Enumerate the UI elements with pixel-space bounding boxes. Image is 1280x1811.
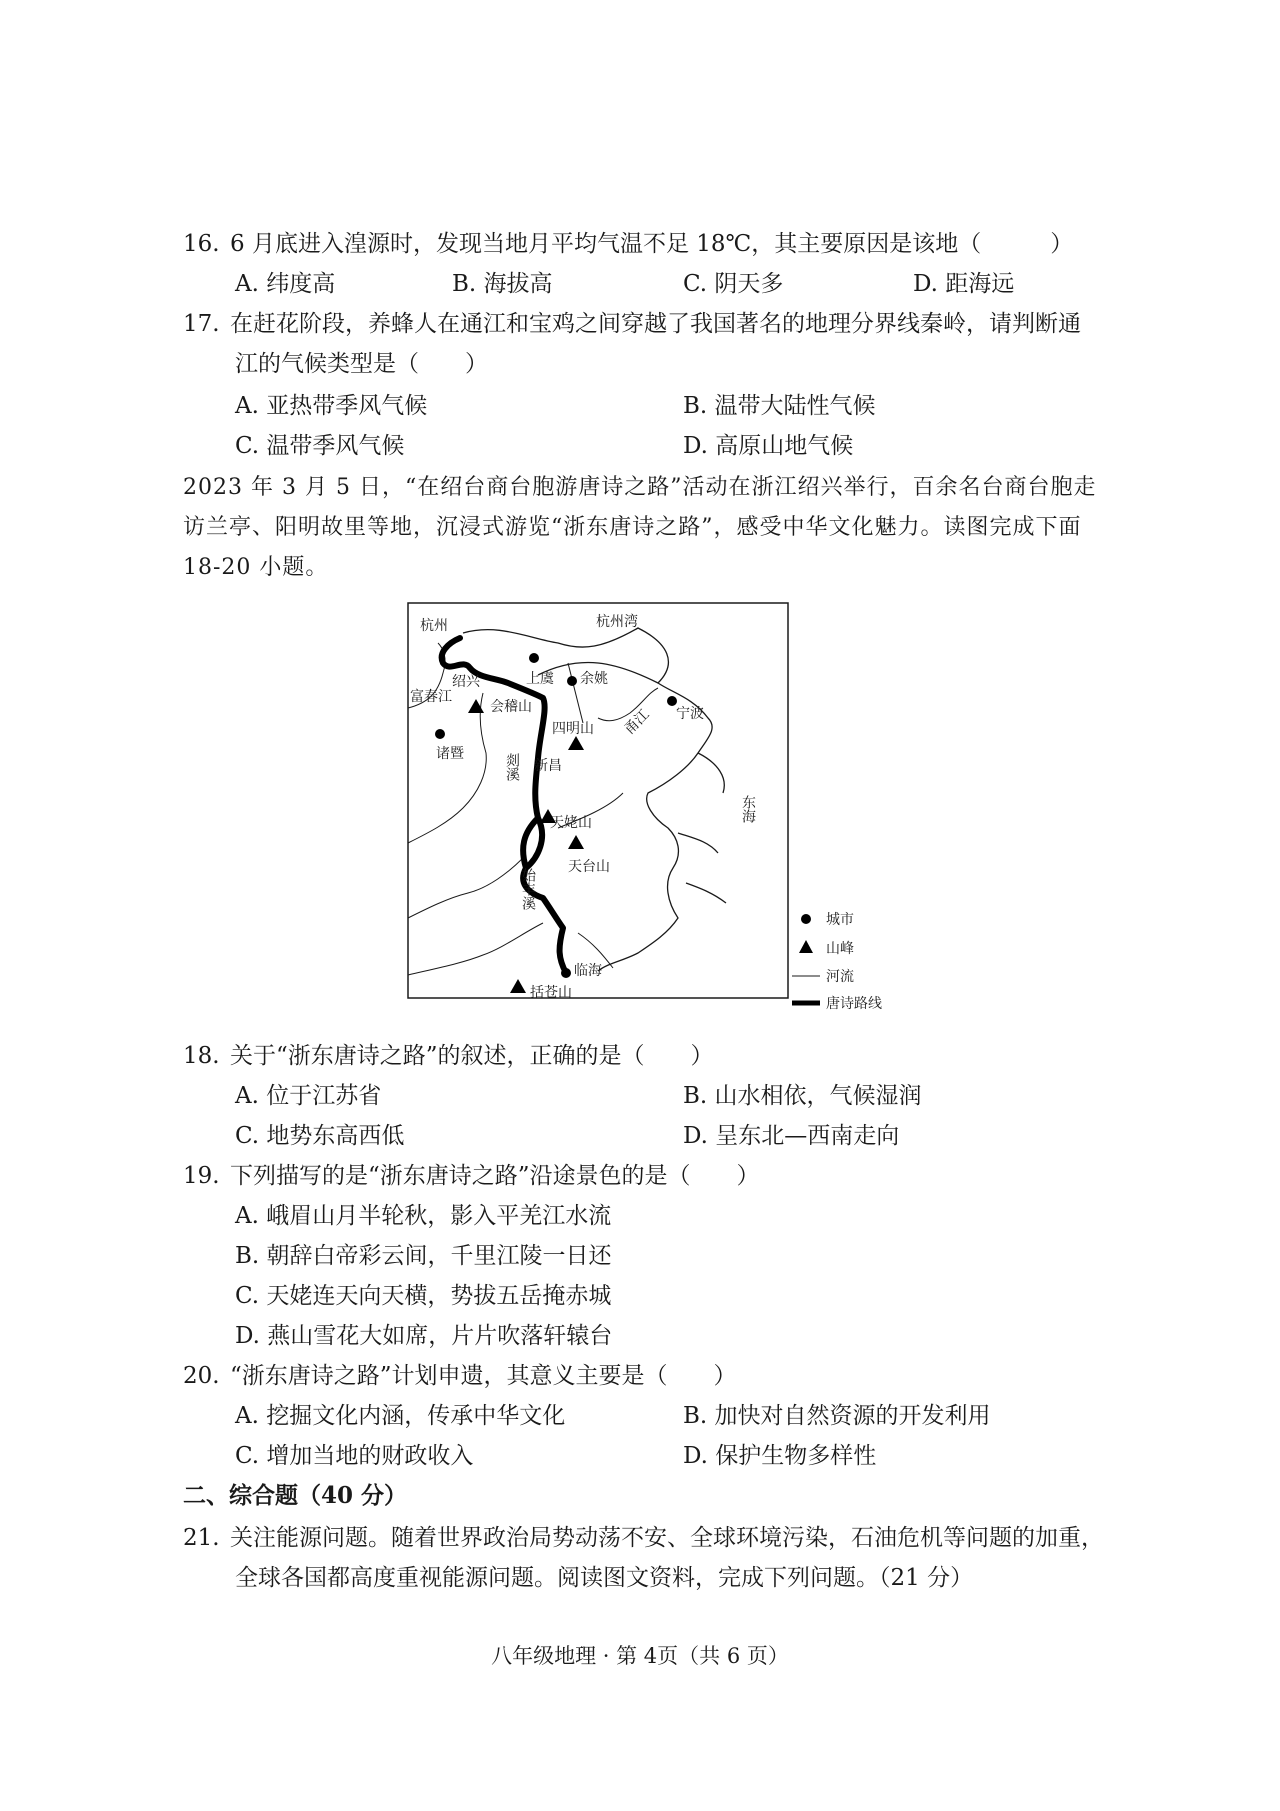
q20-option-d: D. 保护生物多样性 <box>683 1443 877 1469</box>
q18-stem: 关于“浙东唐诗之路”的叙述，正确的是（ ） <box>230 1043 714 1069</box>
city-marker-zhuji <box>435 729 445 739</box>
label-shifengxi: 始丰溪 <box>520 868 536 910</box>
label-tianmushan: 天姥山 <box>550 815 592 831</box>
label-donghai: 东海 <box>740 795 756 823</box>
label-linhai: 临海 <box>574 963 602 979</box>
label-ningbo: 宁波 <box>676 706 704 722</box>
q21-stem-line1: 关注能源问题。随着世界政治局势动荡不安、全球环境污染，石油危机等问题的加重， <box>230 1525 1104 1551</box>
label-zhuji: 诸暨 <box>436 746 464 762</box>
zhejiang-route-map <box>408 603 882 1012</box>
legend-city-icon <box>801 914 811 924</box>
q16-stem: 6 月底进入湟源时，发现当地月平均气温不足 18℃，其主要原因是该地（ ） <box>230 231 1074 257</box>
q17-stem-line1: 在赶花阶段，养蜂人在通江和宝鸡之间穿越了我国著名的地理分界线秦岭，请判断通 <box>230 311 1081 337</box>
q17-option-c: C. 温带季风气候 <box>235 433 405 459</box>
city-marker-shangyu <box>529 653 539 663</box>
legend-peak-icon <box>799 940 813 953</box>
city-marker-yuyao <box>567 676 577 686</box>
q21-stem-line2: 全球各国都高度重视能源问题。阅读图文资料，完成下列问题。（21 分） <box>235 1565 974 1591</box>
legend-city: 城市 <box>826 912 854 928</box>
label-hangzhou: 杭州 <box>420 618 448 634</box>
label-fuchunjiang: 富春江 <box>410 689 452 705</box>
q20-option-a: A. 挖掘文化内涵，传承中华文化 <box>235 1403 566 1429</box>
q18-option-d: D. 呈东北—西南走向 <box>683 1123 900 1149</box>
q17-option-b: B. 温带大陆性气候 <box>683 393 876 419</box>
label-hangzhouwan: 杭州湾 <box>596 614 638 630</box>
legend-route: 唐诗路线 <box>826 996 882 1012</box>
q20-option-c: C. 增加当地的财政收入 <box>235 1443 474 1469</box>
section-heading: 二、综合题（40 分） <box>183 1482 408 1509</box>
q16-option-b: B. 海拔高 <box>452 271 553 297</box>
q16-option-a: A. 纬度高 <box>235 271 336 297</box>
q20-option-b: B. 加快对自然资源的开发利用 <box>683 1403 991 1429</box>
legend-peak: 山峰 <box>826 941 854 957</box>
q21-number: 21. <box>183 1525 220 1551</box>
page-footer: 八年级地理 · 第 4页（共 6 页） <box>491 1644 789 1668</box>
q19-option-b: B. 朝辞白帝彩云间，千里江陵一日还 <box>235 1243 612 1269</box>
city-marker-ningbo <box>667 696 677 706</box>
q19-option-a: A. 峨眉山月半轮秋，影入平羌江水流 <box>235 1203 612 1229</box>
q20-stem: “浙东唐诗之路”计划申遗，其意义主要是（ ） <box>230 1363 737 1389</box>
q16-option-c: C. 阴天多 <box>683 271 784 297</box>
q18-option-b: B. 山水相依，气候湿润 <box>683 1083 922 1109</box>
q16-option-d: D. 距海远 <box>913 271 1015 297</box>
label-shaoxing: 绍兴 <box>452 674 480 690</box>
q20-number: 20. <box>183 1363 220 1389</box>
label-shangyu: 上虞 <box>526 671 554 687</box>
map-legend <box>792 912 882 1012</box>
q18-number: 18. <box>183 1043 220 1069</box>
label-tiantaishan: 天台山 <box>568 859 610 875</box>
label-shanxi: 剡溪 <box>504 753 520 781</box>
q17-stem-line2: 江的气候类型是（ ） <box>235 351 488 377</box>
label-kuocangshan: 括苍山 <box>530 985 572 1001</box>
q19-option-d: D. 燕山雪花大如席，片片吹落轩辕台 <box>235 1323 613 1349</box>
label-yuyao: 余姚 <box>580 671 608 687</box>
label-kuaijishan: 会稽山 <box>490 699 532 715</box>
city-marker-linhai <box>561 968 571 978</box>
reading-passage: 2023 年 3 月 5 日，“在绍台商台胞游唐诗之路”活动在浙江绍兴举行，百余名台商台胞走访兰亭、阳明故里等地，沉浸式游览“浙东唐诗之路”，感受中华文化魅力。读图完成下面 18-20 小题。 <box>183 475 1097 580</box>
label-yongjiang: 甬江 <box>621 706 653 738</box>
q17-option-d: D. 高原山地气候 <box>683 433 854 459</box>
q18-option-a: A. 位于江苏省 <box>235 1083 382 1109</box>
label-simingshan: 四明山 <box>552 721 594 737</box>
q19-number: 19. <box>183 1163 220 1189</box>
q18-option-c: C. 地势东高西低 <box>235 1123 405 1149</box>
q17-option-a: A. 亚热带季风气候 <box>235 393 428 419</box>
q19-option-c: C. 天姥连天向天横，势拔五岳掩赤城 <box>235 1283 612 1309</box>
legend-river: 河流 <box>826 969 854 985</box>
label-xinchang: 新昌 <box>534 758 562 774</box>
q17-number: 17. <box>183 311 220 337</box>
q16-number: 16. <box>183 231 220 257</box>
q19-stem: 下列描写的是“浙东唐诗之路”沿途景色的是（ ） <box>230 1163 760 1189</box>
